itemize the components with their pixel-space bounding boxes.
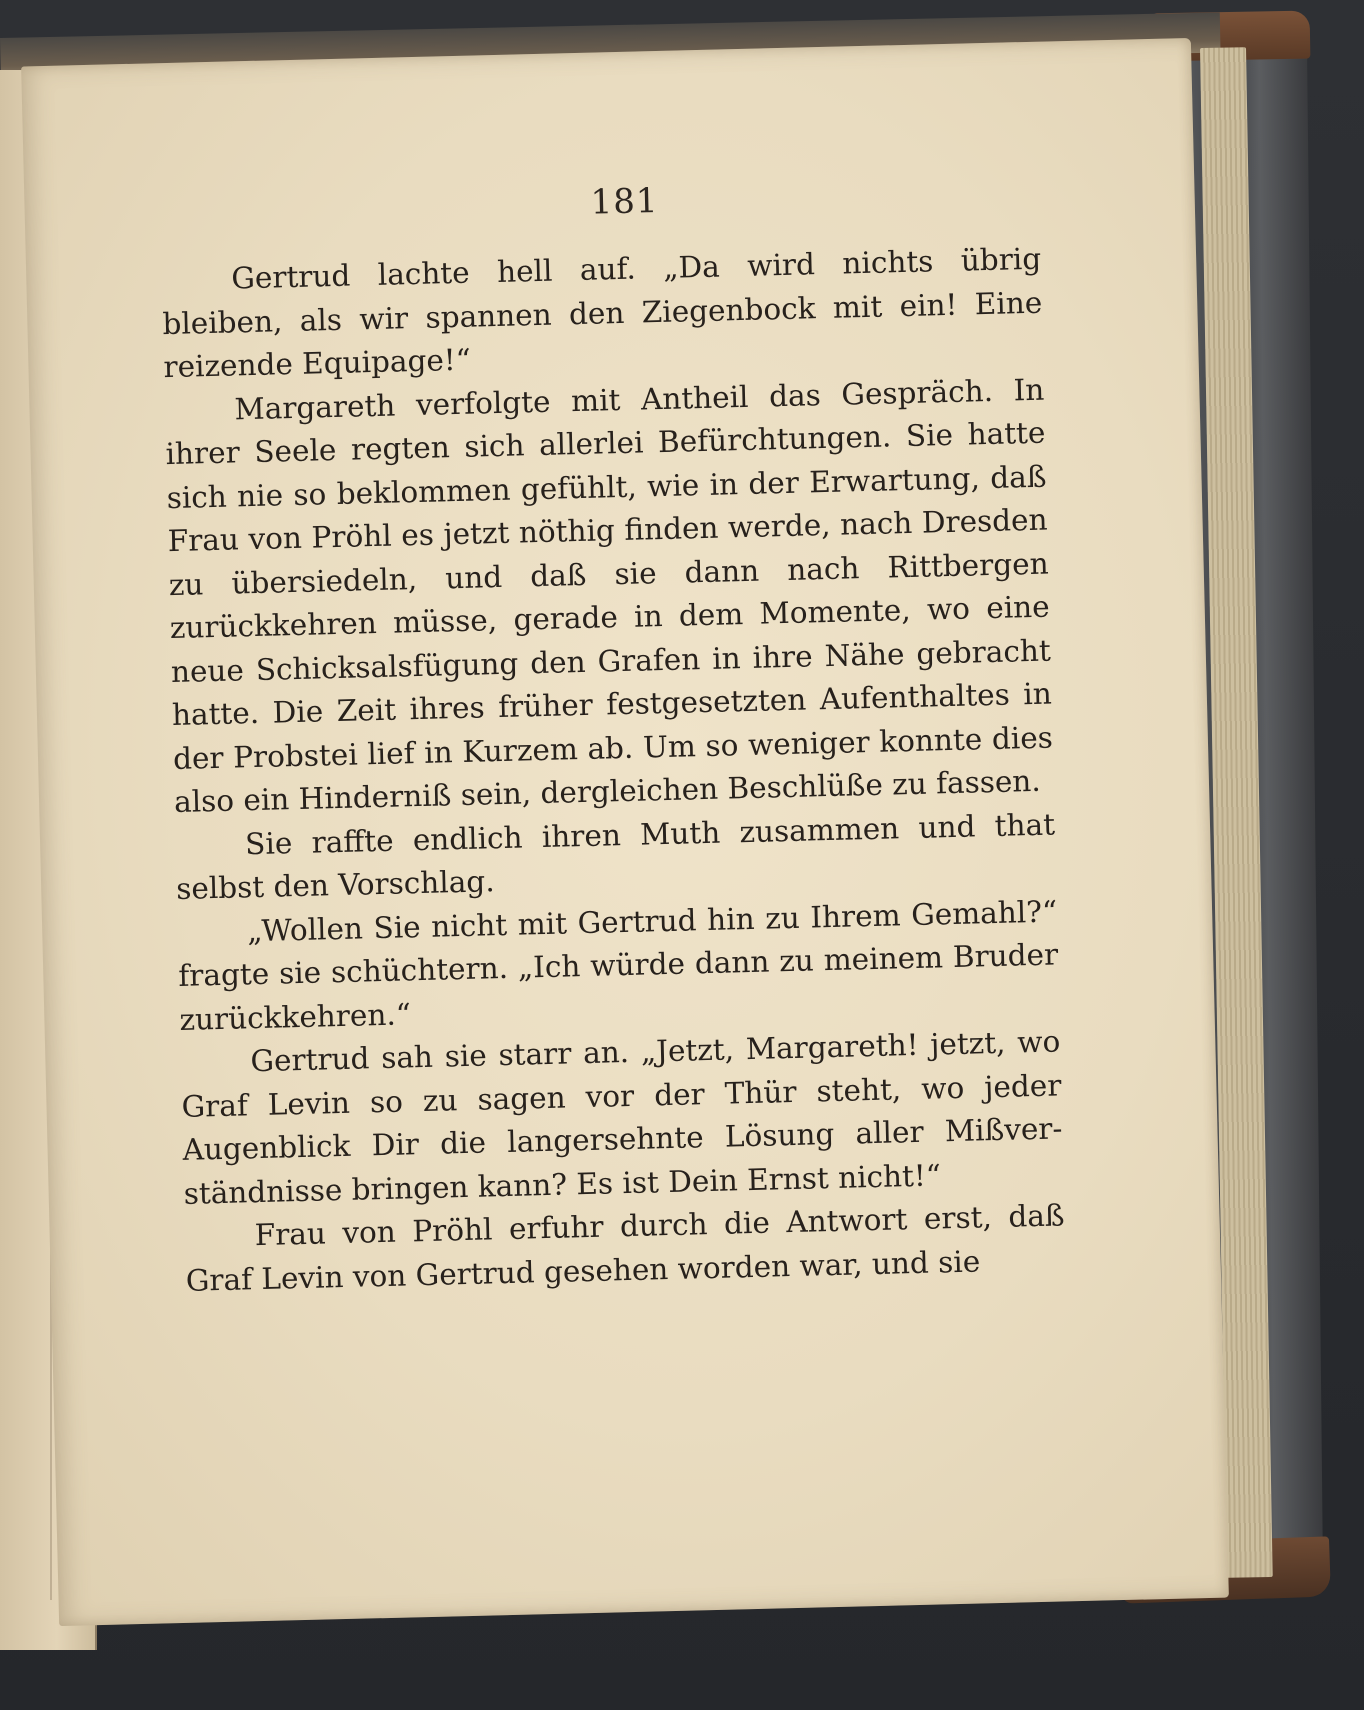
book-page bbox=[21, 38, 1229, 1626]
paragraph: Gertrud lachte hell auf. „Da wird nichts übrig bleiben, als wir spannen den Ziegenbock mit ein! Eine reizende Equipage!“ bbox=[162, 241, 1043, 385]
page-text bbox=[161, 238, 1066, 1303]
paragraph: Sie raffte endlich ihren Muth zusammen und that selbst den Vorschlag. bbox=[175, 806, 1056, 906]
paragraph: „Wollen Sie nicht mit Gertrud hin zu Ihrem Gemahl?“ fragte sie schüchtern. „Ich würde dann zu meinem Bruder zurückkehren.“ bbox=[177, 893, 1059, 1037]
paragraph: Gertrud sah sie starr an. „Jetzt, Margareth! jetzt, wo Graf Levin so zu sagen vor der Thür steht, wo jeder Augenblick Dir die langersehnte Lösung aller Mißverständnisse bringen kann? Es ist Dein Ernst nicht!“ bbox=[181, 1024, 1063, 1211]
paragraph: Margareth verfolgte mit Antheil das Gespräch. In ihrer Seele regten sich allerlei Befürchtungen. Sie hatte sich nie so beklommen gefühlt, wie in der Erwartung, daß Frau von Pröhl es jetzt nöthig finden werde, nach Dresden zu übersiedeln, und daß sie dann nach Rittbergen zurückkehren müsse, gerade in dem Momente, wo eine neue Schicksalsfügung den Grafen in ihre Nähe gebracht hatte. Die Zeit ihres früher festgesetzten Aufenthaltes in der Probstei lief in Kurzem ab. Um so weniger konnte dies also ein Hinderniß sein, dergleichen Beschlüße zu fassen. bbox=[165, 372, 1054, 820]
page-number: 181 bbox=[590, 180, 660, 223]
paragraph: Frau von Pröhl erfuhr durch die Antwort erst, daß Graf Levin von Gertrud gesehen worden war, und sie bbox=[185, 1198, 1065, 1298]
